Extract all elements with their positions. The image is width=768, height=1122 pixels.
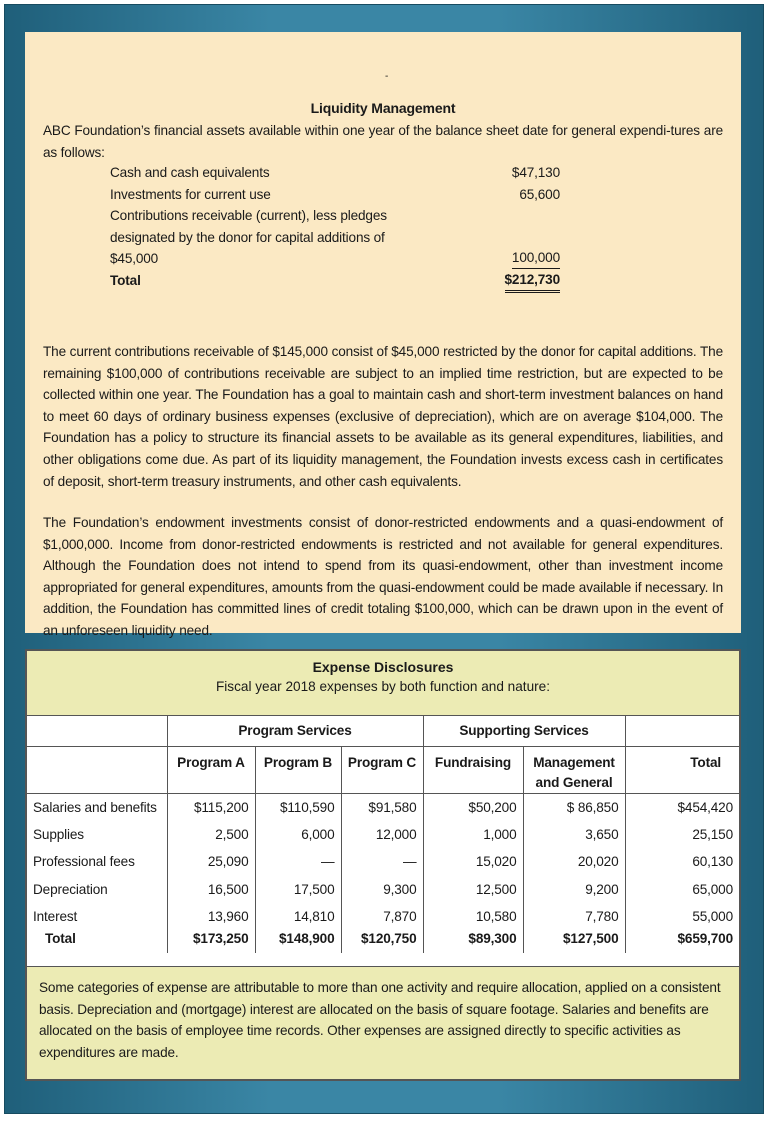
table-cell: $110,590 — [255, 793, 341, 821]
table-cell: 25,090 — [167, 848, 255, 876]
asset-total-label: Total — [110, 272, 141, 288]
table-cell: 14,810 — [255, 903, 341, 931]
asset-label: Investments for current use — [110, 186, 271, 202]
table-cell: $ 86,850 — [523, 793, 625, 821]
column-header: Program C — [341, 746, 423, 793]
table-row — [27, 848, 739, 876]
column-header: Total — [625, 746, 739, 793]
table-row — [27, 793, 739, 821]
table-cell: 1,000 — [423, 821, 523, 849]
table-cell: 6,000 — [255, 821, 341, 849]
total-cell: $148,900 — [255, 931, 341, 953]
table-cell: 20,020 — [523, 848, 625, 876]
table-cell: 12,000 — [341, 821, 423, 849]
row-label: Salaries and benefits — [27, 793, 167, 821]
program-services-header: Program Services — [167, 716, 423, 746]
assets-table — [110, 162, 560, 292]
supporting-services-header: Supporting Services — [423, 716, 625, 746]
liquidity-panel — [25, 32, 741, 638]
table-cell: $454,420 — [625, 793, 739, 821]
liquidity-intro: ABC Foundation’s financial assets available within one year of the balance sheet date for general expendi-tures are as follows: — [43, 123, 723, 160]
table-cell: 16,500 — [167, 876, 255, 904]
table-total-row — [27, 931, 739, 953]
asset-label: Contributions receivable (current), less pledges designated by the donor for capital additions of $45,000 — [110, 208, 387, 267]
blank-header-cell — [625, 716, 739, 746]
page-frame — [4, 4, 764, 1114]
asset-total-row — [110, 270, 560, 292]
column-header-row — [27, 746, 739, 793]
asset-total-value: $212,730 — [505, 270, 561, 293]
table-cell: 15,020 — [423, 848, 523, 876]
asset-row — [110, 162, 560, 184]
total-label: Total — [45, 930, 76, 946]
expense-subtitle: Fiscal year 2018 expenses by both function and nature: — [215, 679, 551, 694]
asset-row — [110, 184, 560, 206]
total-cell: $120,750 — [341, 931, 423, 953]
table-cell: 7,870 — [341, 903, 423, 931]
column-header: Management and General — [523, 746, 625, 793]
table-row — [27, 821, 739, 849]
row-label: Interest — [33, 909, 78, 925]
table-cell: 60,130 — [625, 848, 739, 876]
table-cell: — — [341, 848, 423, 876]
total-cell: $89,300 — [423, 931, 523, 953]
asset-value: 100,000 — [512, 248, 560, 269]
group-header-row — [27, 716, 739, 746]
asset-label: Cash and cash equivalents — [110, 165, 270, 180]
table-cell: 10,580 — [423, 903, 523, 931]
expense-panel — [25, 649, 741, 1081]
table-row — [27, 903, 739, 931]
table-cell: 9,200 — [523, 876, 625, 904]
expense-table-box — [27, 715, 739, 967]
row-label: Professional fees — [33, 854, 135, 870]
expense-table — [27, 716, 739, 953]
asset-value: 65,600 — [519, 186, 560, 202]
table-cell: 3,650 — [523, 821, 625, 849]
asset-value: $47,130 — [511, 165, 560, 180]
table-cell: $91,580 — [341, 793, 423, 821]
blank-header-cell — [27, 746, 167, 793]
expense-title: Expense Disclosures — [312, 659, 454, 675]
table-cell: — — [255, 848, 341, 876]
table-cell: 65,000 — [625, 876, 739, 904]
liquidity-title: Liquidity Management — [310, 100, 456, 116]
table-cell: 25,150 — [625, 821, 739, 849]
liquidity-paragraph-2: The Foundation’s endowment investments consist of donor-restricted endowments and a quasi-endowment of $1,000,000. Income from donor-restricted endowments is restricted and not available for general expenditures. Although the Foundation does not intend to spend from its quasi-endowment, other than investment income appropriated for general expenditures, amounts from the quasi-endowment could be made available if necessary. In addition, the Foundation has committed lines of credit totaling $100,000, which can be drawn upon in the event of an unforeseen liquidity need. — [43, 515, 723, 638]
table-cell: $50,200 — [423, 793, 523, 821]
row-label: Depreciation — [33, 881, 108, 897]
column-header: Program B — [255, 746, 341, 793]
table-cell: 2,500 — [167, 821, 255, 849]
liquidity-paragraph-1: The current contributions receivable of $145,000 consist of $45,000 restricted by the donor for capital additions. The remaining $100,000 of contributions receivable are subject to an implied time restriction, but are expected to be collected within one year. The Foundation has a goal to maintain cash and short-term investment balances on hand to meet 60 days of ordinary business expenses (exclusive of depreciation), which are on average $104,000. The Foundation has a policy to structure its financial assets to be available as its general expenditures, liabilities, and other obligations come due. As part of its liquidity management, the Foundation invests excess cash in certificates of deposit, short-term treasury instruments, and other cash equivalents. — [43, 344, 723, 489]
table-cell: 9,300 — [341, 876, 423, 904]
expense-footnote: Some categories of expense are attributable to more than one activity and require allocation, applied on a consistent basis. Depreciation and (mortgage) interest are allocated on the basis of square footage. Salaries and benefits are allocated on the basis of employee time records. Other expenses are assigned directly to specific activities as expenditures are made. — [39, 980, 721, 1060]
total-cell: $659,700 — [625, 931, 739, 953]
table-cell: 17,500 — [255, 876, 341, 904]
table-cell: $115,200 — [167, 793, 255, 821]
table-cell: 7,780 — [523, 903, 625, 931]
table-cell: 55,000 — [625, 903, 739, 931]
table-cell: 13,960 — [167, 903, 255, 931]
dash-mark: - — [385, 71, 389, 82]
table-cell: 12,500 — [423, 876, 523, 904]
blank-header-cell — [27, 716, 167, 746]
total-cell: $173,250 — [167, 931, 255, 953]
row-label: Supplies — [33, 826, 84, 842]
column-header: Program A — [167, 746, 255, 793]
column-header: Fundraising — [423, 746, 523, 793]
table-row — [27, 876, 739, 904]
asset-row — [110, 205, 560, 270]
total-cell: $127,500 — [523, 931, 625, 953]
